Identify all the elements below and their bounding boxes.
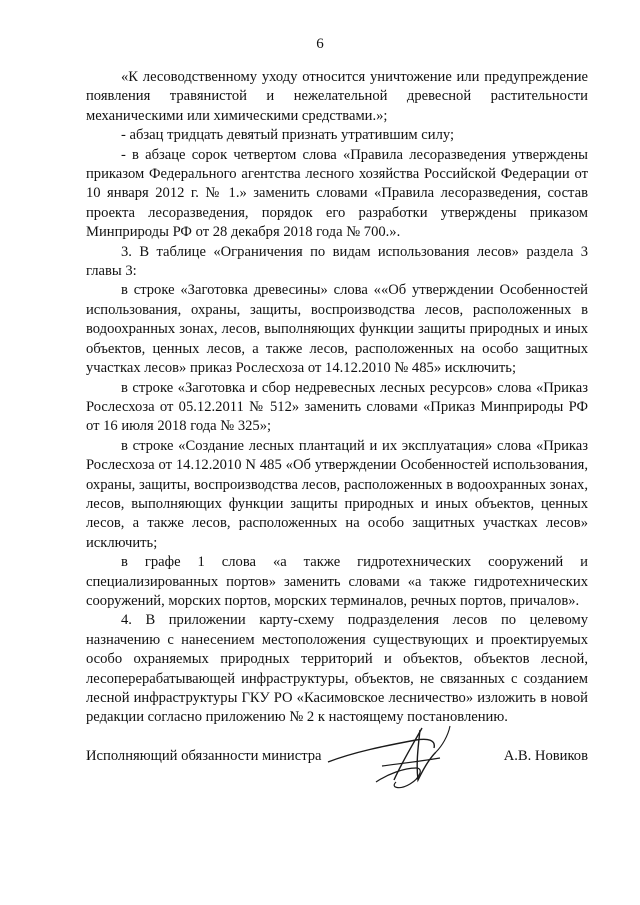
paragraph-item-4: 4. В приложении карту-схему подразделения лесов по целевому назначению с нанесением местоположения существующих и проектируемых особо охраняемых природных территорий и объектов, объектов лесной, лесоперерабатывающей инфраструктуры, объектов, не связанных с созданием лесной инфраструктуры ГКУ РО «Касимовское лесничество» изложить в новой редакции согласно приложению № 2 к настоящему постановлению. [86, 612, 588, 726]
paragraph-column-1: в графе 1 слова «а также гидротехнических сооружений и специализированных портов» заменить словами «а также гидротехнических сооружений, морских портов, морских терминалов, речных портов, причалов». [86, 554, 588, 609]
paragraph-abzac-39: - абзац тридцать девятый признать утратившим силу; [121, 127, 455, 144]
paragraph-forest-plantations: в строке «Создание лесных плантаций и их эксплуатация» слова «Приказ Рослесхоза от 14.12.2010 N 485 «Об утверждении Особенностей использования, охраны, защиты, воспроизводства лесов, расположенных в водоохранных зонах, лесов, выполняющих функции защиты природных и иных объектов, ценных лесов, а также лесов, расположенных на особо защитных участках лесов» исключить; [86, 437, 588, 551]
paragraph-item-3: 3. В таблице «Ограничения по видам использования лесов» раздела 3 главы 3: [86, 243, 588, 280]
signature-block [86, 748, 588, 808]
handwritten-signature [324, 718, 454, 798]
document-body [86, 68, 588, 728]
page-number: 6 [316, 36, 324, 52]
signatory-title: Исполняющий обязанности министра [86, 748, 322, 764]
signatory-name: А.В. Новиков [503, 748, 588, 764]
paragraph-timber-harvesting: в строке «Заготовка древесины» слова ««Об утверждении Особенностей использования, охраны, защиты, воспроизводства лесов, расположенных в водоохранных зонах, лесов, выполняющих функции защиты природных и иных объектов, ценных лесов, а также лесов, расположенных на особо защитных участках лесов» приказ Рослесхоза от 14.12.2010 № 485» исключить; [86, 282, 588, 377]
paragraph-non-timber-resources: в строке «Заготовка и сбор недревесных лесных ресурсов» слова «Приказ Рослесхоза от 05.12.2011 № 512» заменить словами «Приказ Минприроды РФ от 16 июля 2018 года № 325»; [86, 379, 588, 435]
paragraph-abzac-44: - в абзаце сорок четвертом слова «Правила лесоразведения утверждены приказом Федерального агентства лесного хозяйства Российской Федерации от 10 января 2012 г. № 1.» заменить словами «Правила лесоразведения, состав проекта лесоразведения, порядок его разработки утверждены приказом Минприроды РФ от 28 декабря 2018 года № 700.». [86, 146, 588, 241]
paragraph-silviculture-care: «К лесоводственному уходу относится уничтожение или предупреждение появления травянистой и нежелательной древесной растительности механическими или химическими средствами.»; [86, 69, 588, 124]
